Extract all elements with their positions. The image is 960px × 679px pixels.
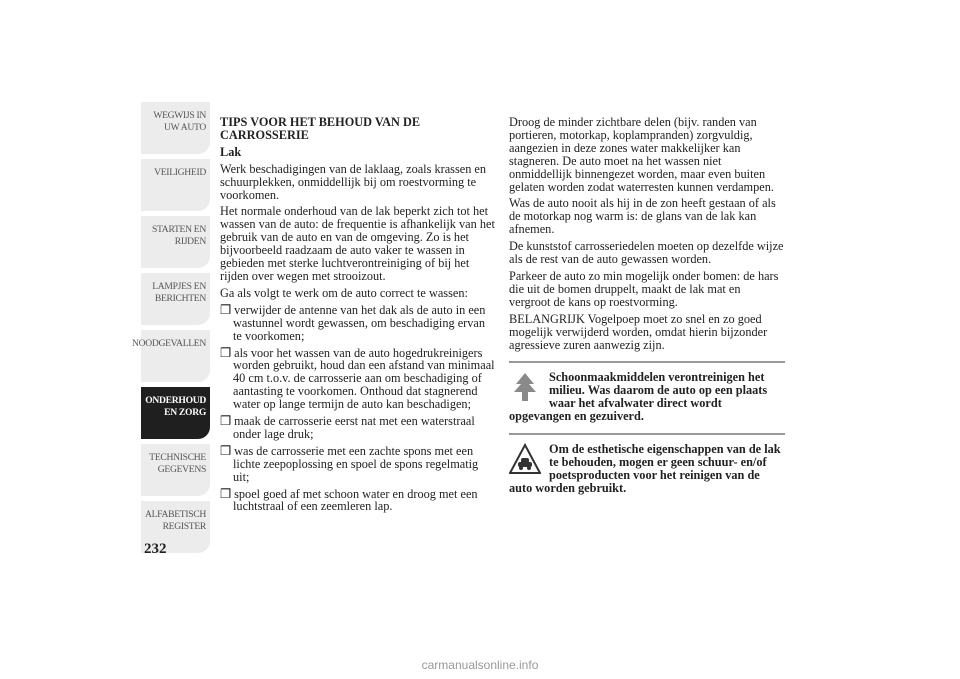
bullet-box-icon: ❒ xyxy=(220,302,232,317)
list-item xyxy=(220,445,495,484)
tab-starten[interactable] xyxy=(141,216,210,268)
tab-label: ALFABETISCH REGISTER xyxy=(144,509,206,532)
list-item-text: verwijder de antenne van het dak als de auto in een wastunnel wordt gewassen, om beschadiging ervan te voorkomen; xyxy=(233,302,486,343)
warning-car-icon xyxy=(509,443,541,475)
tab-label: NOODGEVALLEN xyxy=(131,338,206,349)
paragraph: Werk beschadigingen van de laklaag, zoals krassen en schuurplekken, onmiddellijk bij om roestvorming te voorkomen. xyxy=(220,161,487,202)
list-item-text: als voor het wassen van de auto hogedrukreinigers worden gebruikt, houd dan een afstand van minimaal 40 cm t.o.v. de carrosserie aan om beschadiging of aantasting te voorkomen. Onthoud dat stagnerend water op lange termijn de auto kan beschadigen; xyxy=(233,345,495,412)
paragraph: BELANGRIJK Vogelpoep moet zo snel en zo goed mogelijk verwijderd worden, omdat hierin bijzonder agressieve zuren aanwezig zijn. xyxy=(509,311,768,352)
chapter-sidebar xyxy=(131,102,210,558)
paragraph: Parkeer de auto zo min mogelijk onder bomen: de hars die uit de bomen druppelt, maakt de lak mat en vergroot de kans op roestvorming. xyxy=(509,268,779,309)
bullet-box-icon: ❒ xyxy=(220,414,232,429)
tab-label: LAMPJES EN BERICHTEN xyxy=(152,281,206,304)
list-item-text: spoel goed af met schoon water en droog met een luchtstraal of een zeemleren lap. xyxy=(233,486,478,514)
tab-label: STARTEN EN RIJDEN xyxy=(151,224,206,247)
bullet-box-icon: ❒ xyxy=(220,345,232,360)
tab-label: ONDERHOUD EN ZORG xyxy=(145,395,206,418)
paragraph: Ga als volgt te werk om de auto correct te wassen: xyxy=(220,285,468,300)
subheading: Lak xyxy=(220,144,242,159)
note-text: Om de esthetische eigenschappen van de lak te behouden, mogen er geen schuur- en/of poetsproducten voor het reinigen van de auto worden gebruikt. xyxy=(509,442,781,495)
tab-noodgevallen[interactable] xyxy=(131,330,210,382)
paint-care-note xyxy=(509,433,785,495)
list-item-text: was de carrosserie met een zachte spons met een lichte zeepoplossing en spoel de spons regelmatig uit; xyxy=(233,443,479,484)
list-item xyxy=(220,415,495,441)
paragraph: De kunststof carrosseriedelen moeten op dezelfde wijze als de rest van de auto gewassen worden. xyxy=(509,239,784,267)
tab-wegwijs[interactable] xyxy=(141,102,210,154)
right-column xyxy=(509,116,785,495)
list-item xyxy=(220,347,495,412)
tab-label: WEGWIJS IN UW AUTO xyxy=(153,110,206,133)
bullet-box-icon: ❒ xyxy=(220,443,232,458)
environment-icon xyxy=(509,371,541,403)
tab-label: VEILIGHEID xyxy=(154,167,206,178)
tab-onderhoud[interactable] xyxy=(141,387,210,439)
page-number: 232 xyxy=(144,541,167,557)
left-column xyxy=(220,116,495,517)
tab-veiligheid[interactable] xyxy=(141,159,210,211)
paragraph: Was de auto nooit als hij in de zon heeft gestaan of als de motorkap nog warm is: de glans van de lak kan afnemen. xyxy=(509,196,776,237)
list-item xyxy=(220,304,495,343)
paragraph: Droog de minder zichtbare delen (bijv. randen van portieren, motorkap, koplampranden) zorgvuldig, aangezien in deze zones water makkelijker kan stagneren. De auto moet na het wassen niet onmiddellijk binnengezet worden, maar even buiten gelaten worden zodat waterresten kunnen verdampen. xyxy=(509,115,774,194)
environment-note xyxy=(509,361,785,423)
list-item xyxy=(220,488,495,514)
bullet-box-icon: ❒ xyxy=(220,486,232,501)
tab-label: TECHNISCHE GEGEVENS xyxy=(149,452,206,475)
tab-technische[interactable] xyxy=(141,444,210,496)
section-heading: TIPS VOOR HET BEHOUD VAN DE CARROSSERIE xyxy=(220,115,421,142)
note-text: Schoonmaakmiddelen verontreinigen het milieu. Was daarom de auto op een plaats waar het afvalwater direct wordt opgevangen en gezuiverd. xyxy=(509,370,768,424)
paragraph: Het normale onderhoud van de lak beperkt zich tot het wassen van de auto: de frequentie is afhankelijk van het gebruik van de auto en van de omgeving. Zo is het bijvoorbeeld raadzaam de auto vaker te wassen in gebieden met sterke luchtverontreiniging of bij het rijden over wegen met strooizout. xyxy=(220,204,495,283)
list-item-text: maak de carrosserie eerst nat met een waterstraal onder lage druk; xyxy=(233,414,475,441)
watermark: carmanualsonline.info xyxy=(421,658,539,672)
tab-lampjes[interactable] xyxy=(141,273,210,325)
